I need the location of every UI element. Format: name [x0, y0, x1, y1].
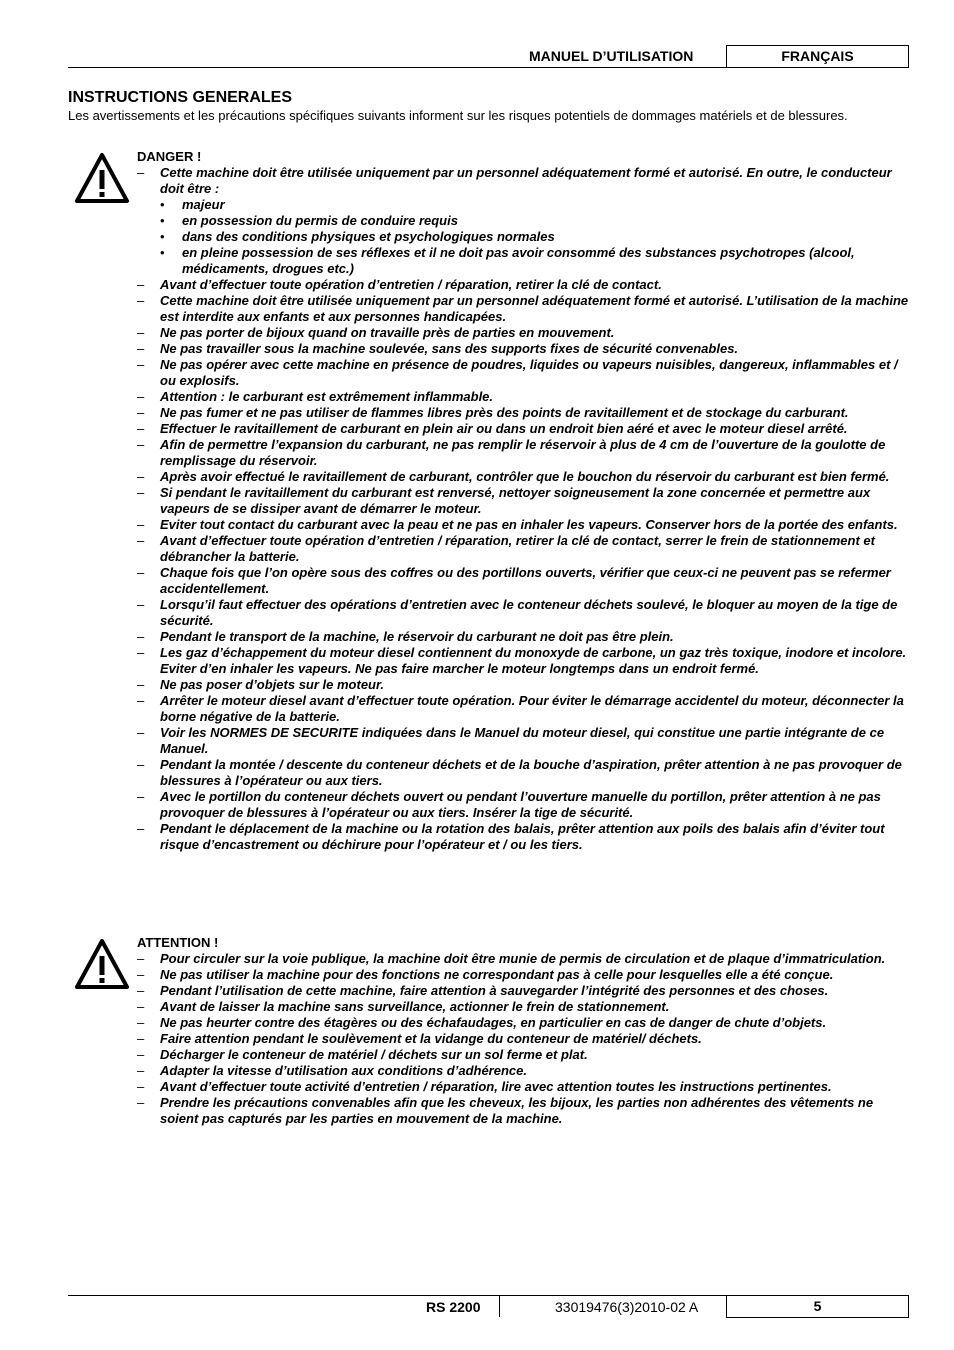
list-item: – Ne pas poser d’objets sur le moteur. — [137, 677, 909, 693]
attention-heading: ATTENTION ! — [137, 935, 219, 950]
list-item: – Après avoir effectué le ravitaillement de carburant, contrôler que le bouchon du réservoir du carburant est bien fermé. — [137, 469, 909, 485]
list-item: – Arrêter le moteur diesel avant d’effectuer toute opération. Pour éviter le démarrage accidentel du moteur, déconnecter la borne négative de la batterie. — [137, 693, 909, 725]
list-item: – Pendant la montée / descente du conteneur déchets et de la bouche d’aspiration, prêter attention à ne pas provoquer de blessures à l’opérateur ou aux tiers. — [137, 757, 909, 789]
warning-triangle-icon — [74, 152, 130, 204]
list-item: – Cette machine doit être utilisée uniquement par un personnel adéquatement formé et autorisé. L’utilisation de la machine est interdite aux enfants et aux personnes handicapées. — [137, 293, 909, 325]
danger-heading: DANGER ! — [137, 149, 202, 164]
list-item: – Prendre les précautions convenables afin que les cheveux, les bijoux, les parties non adhérentes des vêtements ne soient pas capturés par les parties en mouvement de la machine. — [137, 1095, 909, 1127]
attention-section — [137, 935, 909, 1127]
attention-list — [137, 951, 909, 1127]
list-item: – Adapter la vitesse d’utilisation aux conditions d’adhérence. — [137, 1063, 909, 1079]
sub-item: • majeur — [160, 197, 909, 213]
section-title: INSTRUCTIONS GENERALES — [68, 89, 293, 106]
list-item: – Attention : le carburant est extrêmement inflammable. — [137, 389, 909, 405]
list-item: – Pour circuler sur la voie publique, la machine doit être munie de permis de circulation et de plaque d’immatriculation. — [137, 951, 909, 967]
list-item: – Ne pas heurter contre des étagères ou des échafaudages, en particulier en cas de danger de chute d’objets. — [137, 1015, 909, 1031]
list-item: – Ne pas utiliser la machine pour des fonctions ne correspondant pas à celle pour lesquelles elle a été conçue. — [137, 967, 909, 983]
list-item: – Pendant l’utilisation de cette machine, faire attention à sauvegarder l’intégrité des personnes et des choses. — [137, 983, 909, 999]
model-name: RS 2200 — [426, 1299, 481, 1315]
danger-list — [137, 165, 909, 853]
warning-triangle-icon — [74, 938, 130, 990]
list-item: – Effectuer le ravitaillement de carburant en plein air ou dans un endroit bien aéré et avec le moteur diesel arrêté. — [137, 421, 909, 437]
manual-title: MANUEL D’UTILISATION — [529, 48, 694, 64]
operator-requirements-list — [160, 197, 909, 277]
header-rule — [68, 67, 909, 68]
list-item: – Si pendant le ravitaillement du carburant est renversé, nettoyer soigneusement la zone concernée et permettre aux vapeurs de se dissiper avant de démarrer le moteur. — [137, 485, 909, 517]
list-item: – Ne pas travailler sous la machine soulevée, sans des supports fixes de sécurité convenables. — [137, 341, 909, 357]
sub-item: • en pleine possession de ses réflexes et il ne doit pas avoir consommé des substances psychotropes (alcool, médicaments, drogues etc.) — [160, 245, 909, 277]
list-item: – Ne pas fumer et ne pas utiliser de flammes libres près des points de ravitaillement et de stockage du carburant. — [137, 405, 909, 421]
page-number: 5 — [726, 1296, 909, 1318]
language-label: FRANÇAIS — [726, 45, 909, 67]
list-item: – Avant d’effectuer toute opération d’entretien / réparation, retirer la clé de contact, serrer le frein de stationnement et débrancher la batterie. — [137, 533, 909, 565]
list-item-text: Cette machine doit être utilisée uniquement par un personnel adéquatement formé et autorisé. En outre, le conducteur doit être : — [160, 165, 892, 196]
document-code: 33019476(3)2010-02 A — [555, 1299, 699, 1315]
intro-paragraph: Les avertissements et les précautions spécifiques suivants informent sur les risques potentiels de dommages matériels et de blessures. — [68, 108, 848, 123]
danger-section — [137, 149, 909, 853]
list-item: – Pendant le transport de la machine, le réservoir du carburant ne doit pas être plein. — [137, 629, 909, 645]
list-item: – Ne pas opérer avec cette machine en présence de poudres, liquides ou vapeurs nuisibles, dangereux, inflammables et / ou explosifs. — [137, 357, 909, 389]
list-item: – Ne pas porter de bijoux quand on travaille près de parties en mouvement. — [137, 325, 909, 341]
list-item: – Pendant le déplacement de la machine ou la rotation des balais, prêter attention aux poils des balais afin d’éviter tout risque d’encastrement ou déchirure pour l’opérateur et / ou les tiers. — [137, 821, 909, 853]
list-item: – Afin de permettre l’expansion du carburant, ne pas remplir le réservoir à plus de 4 cm de l’ouverture de la goulotte de remplissage du réservoir. — [137, 437, 909, 469]
list-item: – Décharger le conteneur de matériel / déchets sur un sol ferme et plat. — [137, 1047, 909, 1063]
list-item: – Eviter tout contact du carburant avec la peau et ne pas en inhaler les vapeurs. Conserver hors de la portée des enfants. — [137, 517, 909, 533]
list-item: – Avant d’effectuer toute opération d’entretien / réparation, retirer la clé de contact. — [137, 277, 909, 293]
list-item: – Avec le portillon du conteneur déchets ouvert ou pendant l’ouverture manuelle du portillon, prêter attention à ne pas provoquer de blessures à l’opérateur ou aux tiers. Insérer la tige de sécurité. — [137, 789, 909, 821]
list-item: – Les gaz d’échappement du moteur diesel contiennent du monoxyde de carbone, un gaz très toxique, inodore et incolore. Eviter d’en inhaler les vapeurs. Ne pas faire marcher le moteur longtemps dans un endroit fermé. — [137, 645, 909, 677]
footer-separator — [499, 1296, 500, 1317]
list-item — [137, 165, 909, 277]
sub-item: • en possession du permis de conduire requis — [160, 213, 909, 229]
sub-item: • dans des conditions physiques et psychologiques normales — [160, 229, 909, 245]
list-item: – Avant de laisser la machine sans surveillance, actionner le frein de stationnement. — [137, 999, 909, 1015]
list-item: – Lorsqu’il faut effectuer des opérations d’entretien avec le conteneur déchets soulevé, le bloquer au moyen de la tige de sécurité. — [137, 597, 909, 629]
list-item: – Chaque fois que l’on opère sous des coffres ou des portillons ouverts, vérifier que ceux-ci ne peuvent pas se refermer accidentellement. — [137, 565, 909, 597]
list-item: – Avant d’effectuer toute activité d’entretien / réparation, lire avec attention toutes les instructions pertinentes. — [137, 1079, 909, 1095]
list-item: – Faire attention pendant le soulèvement et la vidange du conteneur de matériel/ déchets. — [137, 1031, 909, 1047]
list-item: – Voir les NORMES DE SECURITE indiquées dans le Manuel du moteur diesel, qui constitue une partie intégrante de ce Manuel. — [137, 725, 909, 757]
